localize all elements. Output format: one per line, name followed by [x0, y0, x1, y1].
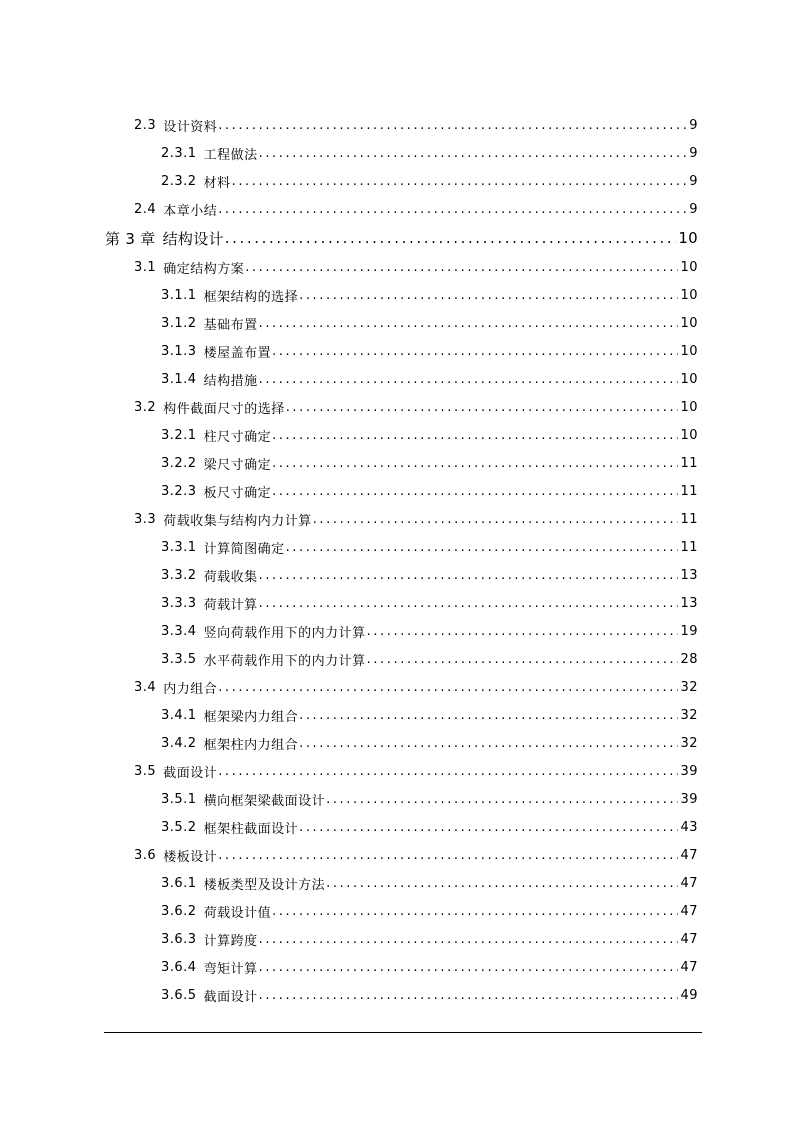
toc-entry-title: 竖向荷载作用下的内力计算: [203, 625, 366, 641]
toc-page-number: 11: [680, 455, 698, 471]
toc-entry-number: 3.1.3: [161, 343, 197, 359]
toc-entry-title: 楼板设计: [163, 849, 218, 865]
toc-page-number: 10: [680, 287, 698, 303]
toc-entry-title: 结构设计: [162, 229, 224, 248]
toc-subsection-entry[interactable]: [0, 869, 794, 897]
toc-entry-title: 横向框架梁截面设计: [203, 793, 326, 809]
toc-entry-title: 板尺寸确定: [203, 485, 272, 501]
toc-dot-leader: [299, 708, 678, 723]
toc-page-number: 11: [680, 483, 698, 499]
toc-entry-number: 3.1.4: [161, 371, 197, 387]
toc-dot-leader: [259, 146, 688, 161]
toc-dot-leader: [259, 960, 679, 975]
toc-entry-number: 3.5: [134, 763, 157, 779]
toc-entry-number: 3.5.1: [161, 791, 197, 807]
toc-section-entry[interactable]: [0, 505, 794, 533]
toc-page-number: 10: [680, 343, 698, 359]
toc-dot-leader: [272, 904, 678, 919]
toc-page-number: 32: [680, 735, 698, 751]
toc-dot-leader: [367, 624, 679, 639]
toc-dot-leader: [259, 596, 679, 611]
toc-entry-number: 3.3.1: [161, 539, 197, 555]
toc-dot-leader: [367, 652, 679, 667]
toc-entry-number: 3.4.2: [161, 735, 197, 751]
toc-page-number: 9: [689, 117, 698, 133]
toc-page-number: 32: [680, 679, 698, 695]
toc-entry-number: 第 3 章: [105, 229, 156, 248]
toc-entry-title: 基础布置: [203, 317, 258, 333]
toc-page-number: 19: [680, 623, 698, 639]
toc-entry-title: 水平荷载作用下的内力计算: [203, 653, 366, 669]
toc-entry-title: 计算跨度: [203, 933, 258, 949]
toc-dot-leader: [259, 988, 679, 1003]
toc-entry-title: 框架柱内力组合: [203, 737, 299, 753]
toc-page-number: 10: [678, 229, 698, 247]
toc-dot-leader: [299, 820, 678, 835]
toc-entry-number: 3.3: [134, 511, 157, 527]
toc-page-number: 9: [689, 173, 698, 189]
toc-entry-title: 框架结构的选择: [203, 289, 299, 305]
toc-entry-number: 3.6.4: [161, 959, 197, 975]
toc-entry-number: 3.2.2: [161, 455, 197, 471]
toc-subsection-entry[interactable]: [0, 139, 794, 167]
toc-entry-title: 截面设计: [203, 989, 258, 1005]
toc-dot-leader: [218, 118, 687, 133]
toc-page-number: 9: [689, 201, 698, 217]
toc-section-entry[interactable]: [0, 757, 794, 785]
toc-entry-title: 荷载收集与结构内力计算: [163, 513, 312, 529]
toc-page-number: 47: [680, 931, 698, 947]
toc-dot-leader: [259, 568, 679, 583]
toc-entry-number: 3.6.3: [161, 931, 197, 947]
toc-section-entry[interactable]: [0, 195, 794, 223]
toc-entry-title: 结构措施: [203, 373, 258, 389]
toc-entry-number: 3.6: [134, 847, 157, 863]
toc-page-number: 47: [680, 959, 698, 975]
toc-dot-leader: [259, 932, 679, 947]
toc-dot-leader: [272, 344, 678, 359]
toc-entry-number: 3.2.1: [161, 427, 197, 443]
toc-dot-leader: [218, 764, 678, 779]
toc-subsection-entry[interactable]: [0, 729, 794, 757]
toc-subsection-entry[interactable]: [0, 897, 794, 925]
toc-entry-title: 楼屋盖布置: [203, 345, 272, 361]
toc-subsection-entry[interactable]: [0, 533, 794, 561]
toc-page-number: 28: [680, 651, 698, 667]
toc-subsection-entry[interactable]: [0, 281, 794, 309]
toc-dot-leader: [218, 680, 678, 695]
toc-page-number: 39: [680, 763, 698, 779]
toc-subsection-entry[interactable]: [0, 813, 794, 841]
toc-page-number: 13: [680, 595, 698, 611]
toc-subsection-entry[interactable]: [0, 449, 794, 477]
toc-entry-number: 3.4.1: [161, 707, 197, 723]
toc-section-entry[interactable]: [0, 111, 794, 139]
toc-page-number: 11: [680, 539, 698, 555]
toc-dot-leader: [299, 736, 678, 751]
toc-subsection-entry[interactable]: [0, 645, 794, 673]
toc-dot-leader: [218, 848, 678, 863]
toc-page-number: 10: [680, 399, 698, 415]
toc-page-number: 9: [689, 145, 698, 161]
toc-page-number: 39: [680, 791, 698, 807]
toc-subsection-entry[interactable]: [0, 337, 794, 365]
toc-entry-title: 楼板类型及设计方法: [203, 877, 326, 893]
toc-entry-title: 确定结构方案: [163, 261, 245, 277]
toc-dot-leader: [272, 484, 678, 499]
toc-dot-leader: [218, 202, 687, 217]
toc-subsection-entry[interactable]: [0, 981, 794, 1009]
toc-entry-title: 本章小结: [163, 203, 218, 219]
toc-entry-title: 荷载收集: [203, 569, 258, 585]
toc-entry-number: 3.5.2: [161, 819, 197, 835]
toc-entry-title: 材料: [203, 175, 231, 191]
toc-entry-number: 3.1.1: [161, 287, 197, 303]
toc-page-number: 10: [680, 371, 698, 387]
toc-entry-title: 荷载设计值: [203, 905, 272, 921]
toc-entry-number: 2.3.1: [161, 145, 197, 161]
toc-subsection-entry[interactable]: [0, 561, 794, 589]
toc-section-entry[interactable]: [0, 253, 794, 281]
toc-subsection-entry[interactable]: [0, 617, 794, 645]
toc-chapter-entry[interactable]: [0, 223, 794, 253]
toc-dot-leader: [326, 876, 678, 891]
toc-subsection-entry[interactable]: [0, 309, 794, 337]
toc-page-number: 49: [680, 987, 698, 1003]
toc-entry-title: 内力组合: [163, 681, 218, 697]
toc-entry-number: 3.2.3: [161, 483, 197, 499]
toc-dot-leader: [232, 174, 688, 189]
toc-entry-title: 柱尺寸确定: [203, 429, 272, 445]
toc-page-number: 10: [680, 427, 698, 443]
toc-entry-title: 构件截面尺寸的选择: [163, 401, 285, 417]
toc-dot-leader: [299, 288, 678, 303]
toc-page-number: 13: [680, 567, 698, 583]
toc-section-entry[interactable]: [0, 393, 794, 421]
toc-page-number: 10: [680, 259, 698, 275]
toc-subsection-entry[interactable]: [0, 477, 794, 505]
toc-page-number: 32: [680, 707, 698, 723]
toc-dot-leader: [272, 428, 678, 443]
toc-entry-number: 3.3.4: [161, 623, 197, 639]
toc-page-number: 43: [680, 819, 698, 835]
toc-entry-title: 工程做法: [203, 147, 258, 163]
toc-dot-leader: [326, 792, 678, 807]
footer-divider: [104, 1032, 702, 1033]
toc-entry-number: 3.4: [134, 679, 157, 695]
toc-subsection-entry[interactable]: [0, 925, 794, 953]
toc-subsection-entry[interactable]: [0, 953, 794, 981]
toc-entry-number: 3.3.2: [161, 567, 197, 583]
toc-page-number: 11: [680, 511, 698, 527]
toc-entry-number: 3.6.1: [161, 875, 197, 891]
toc-dot-leader: [286, 540, 679, 555]
toc-page-number: 47: [680, 903, 698, 919]
toc-dot-leader: [259, 316, 679, 331]
toc-page-number: 10: [680, 315, 698, 331]
toc-dot-leader: [313, 512, 679, 527]
toc-entry-number: 2.3.2: [161, 173, 197, 189]
toc-entry-number: 2.3: [134, 117, 157, 133]
toc-dot-leader: [286, 400, 679, 415]
toc-entry-number: 3.3.5: [161, 651, 197, 667]
table-of-contents: [0, 111, 794, 1009]
toc-entry-title: 框架梁内力组合: [203, 709, 299, 725]
toc-entry-title: 设计资料: [163, 119, 218, 135]
toc-entry-title: 框架柱截面设计: [203, 821, 299, 837]
toc-entry-number: 3.6.2: [161, 903, 197, 919]
toc-subsection-entry[interactable]: [0, 701, 794, 729]
toc-entry-number: 3.2: [134, 399, 157, 415]
toc-subsection-entry[interactable]: [0, 167, 794, 195]
toc-page-number: 47: [680, 847, 698, 863]
toc-section-entry[interactable]: [0, 673, 794, 701]
toc-entry-number: 3.6.5: [161, 987, 197, 1003]
toc-entry-number: 3.1.2: [161, 315, 197, 331]
toc-subsection-entry[interactable]: [0, 785, 794, 813]
toc-section-entry[interactable]: [0, 841, 794, 869]
toc-subsection-entry[interactable]: [0, 421, 794, 449]
toc-subsection-entry[interactable]: [0, 589, 794, 617]
toc-dot-leader: [245, 260, 678, 275]
toc-entry-title: 截面设计: [163, 765, 218, 781]
toc-dot-leader: [225, 229, 677, 247]
toc-entry-title: 荷载计算: [203, 597, 258, 613]
toc-entry-title: 弯矩计算: [203, 961, 258, 977]
toc-page-number: 47: [680, 875, 698, 891]
toc-entry-number: 3.3.3: [161, 595, 197, 611]
toc-entry-number: 3.1: [134, 259, 157, 275]
toc-entry-number: 2.4: [134, 201, 157, 217]
toc-entry-title: 计算简图确定: [203, 541, 285, 557]
toc-dot-leader: [259, 372, 679, 387]
toc-subsection-entry[interactable]: [0, 365, 794, 393]
toc-dot-leader: [272, 456, 678, 471]
toc-entry-title: 梁尺寸确定: [203, 457, 272, 473]
